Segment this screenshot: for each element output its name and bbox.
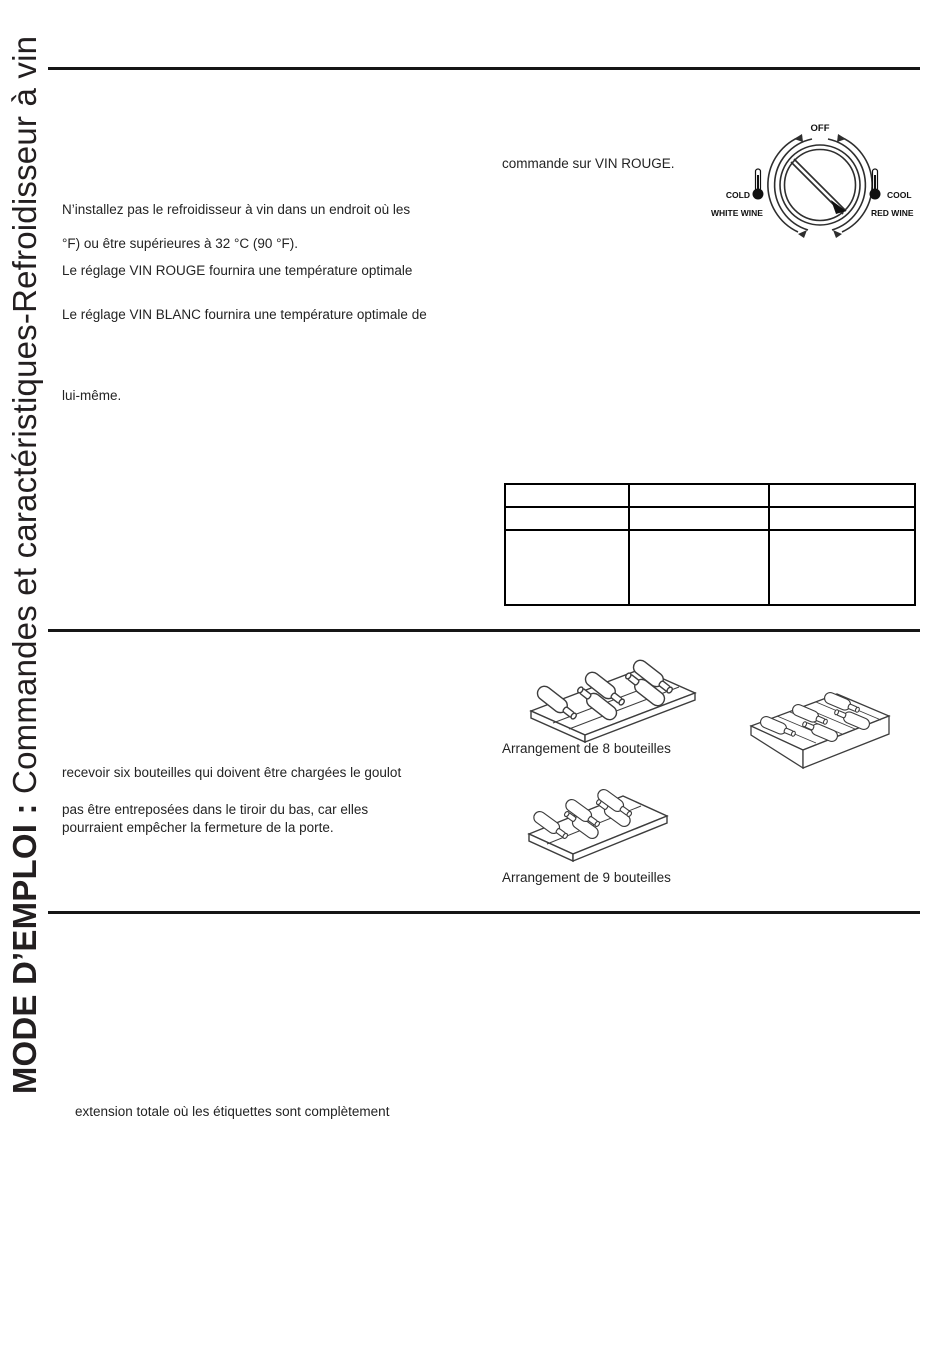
thermometer-cold-icon [753, 169, 764, 200]
dial-label-cool: COOL [887, 190, 912, 200]
dial-label-cold: COLD [725, 190, 750, 200]
text-temperature-range: °F) ou être supérieures à 32 °C (90 °F). [62, 236, 299, 251]
section-divider-middle [48, 629, 920, 632]
temperature-dial-illustration [705, 113, 930, 238]
page-title-rest: Commandes et caractéristiques-Refroidisseur à vin [6, 35, 43, 804]
text-extension-totale: extension totale où les étiquettes sont complètement [75, 1104, 390, 1119]
tray-8-bottles-illustration [523, 655, 703, 747]
dial-label-white-wine: WHITE WINE [711, 208, 763, 218]
text-reglage-vin-blanc: Le réglage VIN BLANC fournira une température optimale de [62, 307, 427, 322]
table-cell [769, 530, 915, 605]
text-installation: N’installez pas le refroidisseur à vin dans un endroit où les [62, 202, 411, 217]
table-cell [629, 530, 769, 605]
text-reglage-vin-rouge: Le réglage VIN ROUGE fournira une température optimale [62, 263, 413, 278]
page-title-vertical [6, 36, 44, 1094]
table-cell [505, 507, 629, 530]
caption-9-bottles: Arrangement de 9 bouteilles [502, 870, 671, 885]
table-cell [505, 530, 629, 605]
table-cell [505, 484, 629, 507]
table-cell [629, 507, 769, 530]
section-divider-top [48, 67, 920, 70]
text-commande-vin-rouge: commande sur VIN ROUGE. [502, 156, 675, 171]
section-divider-bottom [48, 911, 920, 914]
tray-9-bottles-illustration [523, 780, 673, 872]
table-cell [769, 507, 915, 530]
dial-label-red-wine: RED WINE [871, 208, 914, 218]
table-cell [629, 484, 769, 507]
caption-8-bottles: Arrangement de 8 bouteilles [502, 741, 671, 756]
page-title-bold: MODE D’EMPLOI : [6, 803, 43, 1095]
text-bottom-drawer-1: pas être entreposées dans le tiroir du bas, car elles [62, 802, 369, 817]
text-six-bottles: recevoir six bouteilles qui doivent être chargées le goulot [62, 765, 402, 780]
text-lui-meme: lui-même. [62, 388, 122, 403]
spec-table [504, 483, 916, 606]
dial-label-off: OFF [810, 123, 830, 134]
text-bottom-drawer-2: pourraient empêcher la fermeture de la porte. [62, 820, 334, 835]
table-cell [769, 484, 915, 507]
drawer-tray-illustration [745, 682, 895, 792]
